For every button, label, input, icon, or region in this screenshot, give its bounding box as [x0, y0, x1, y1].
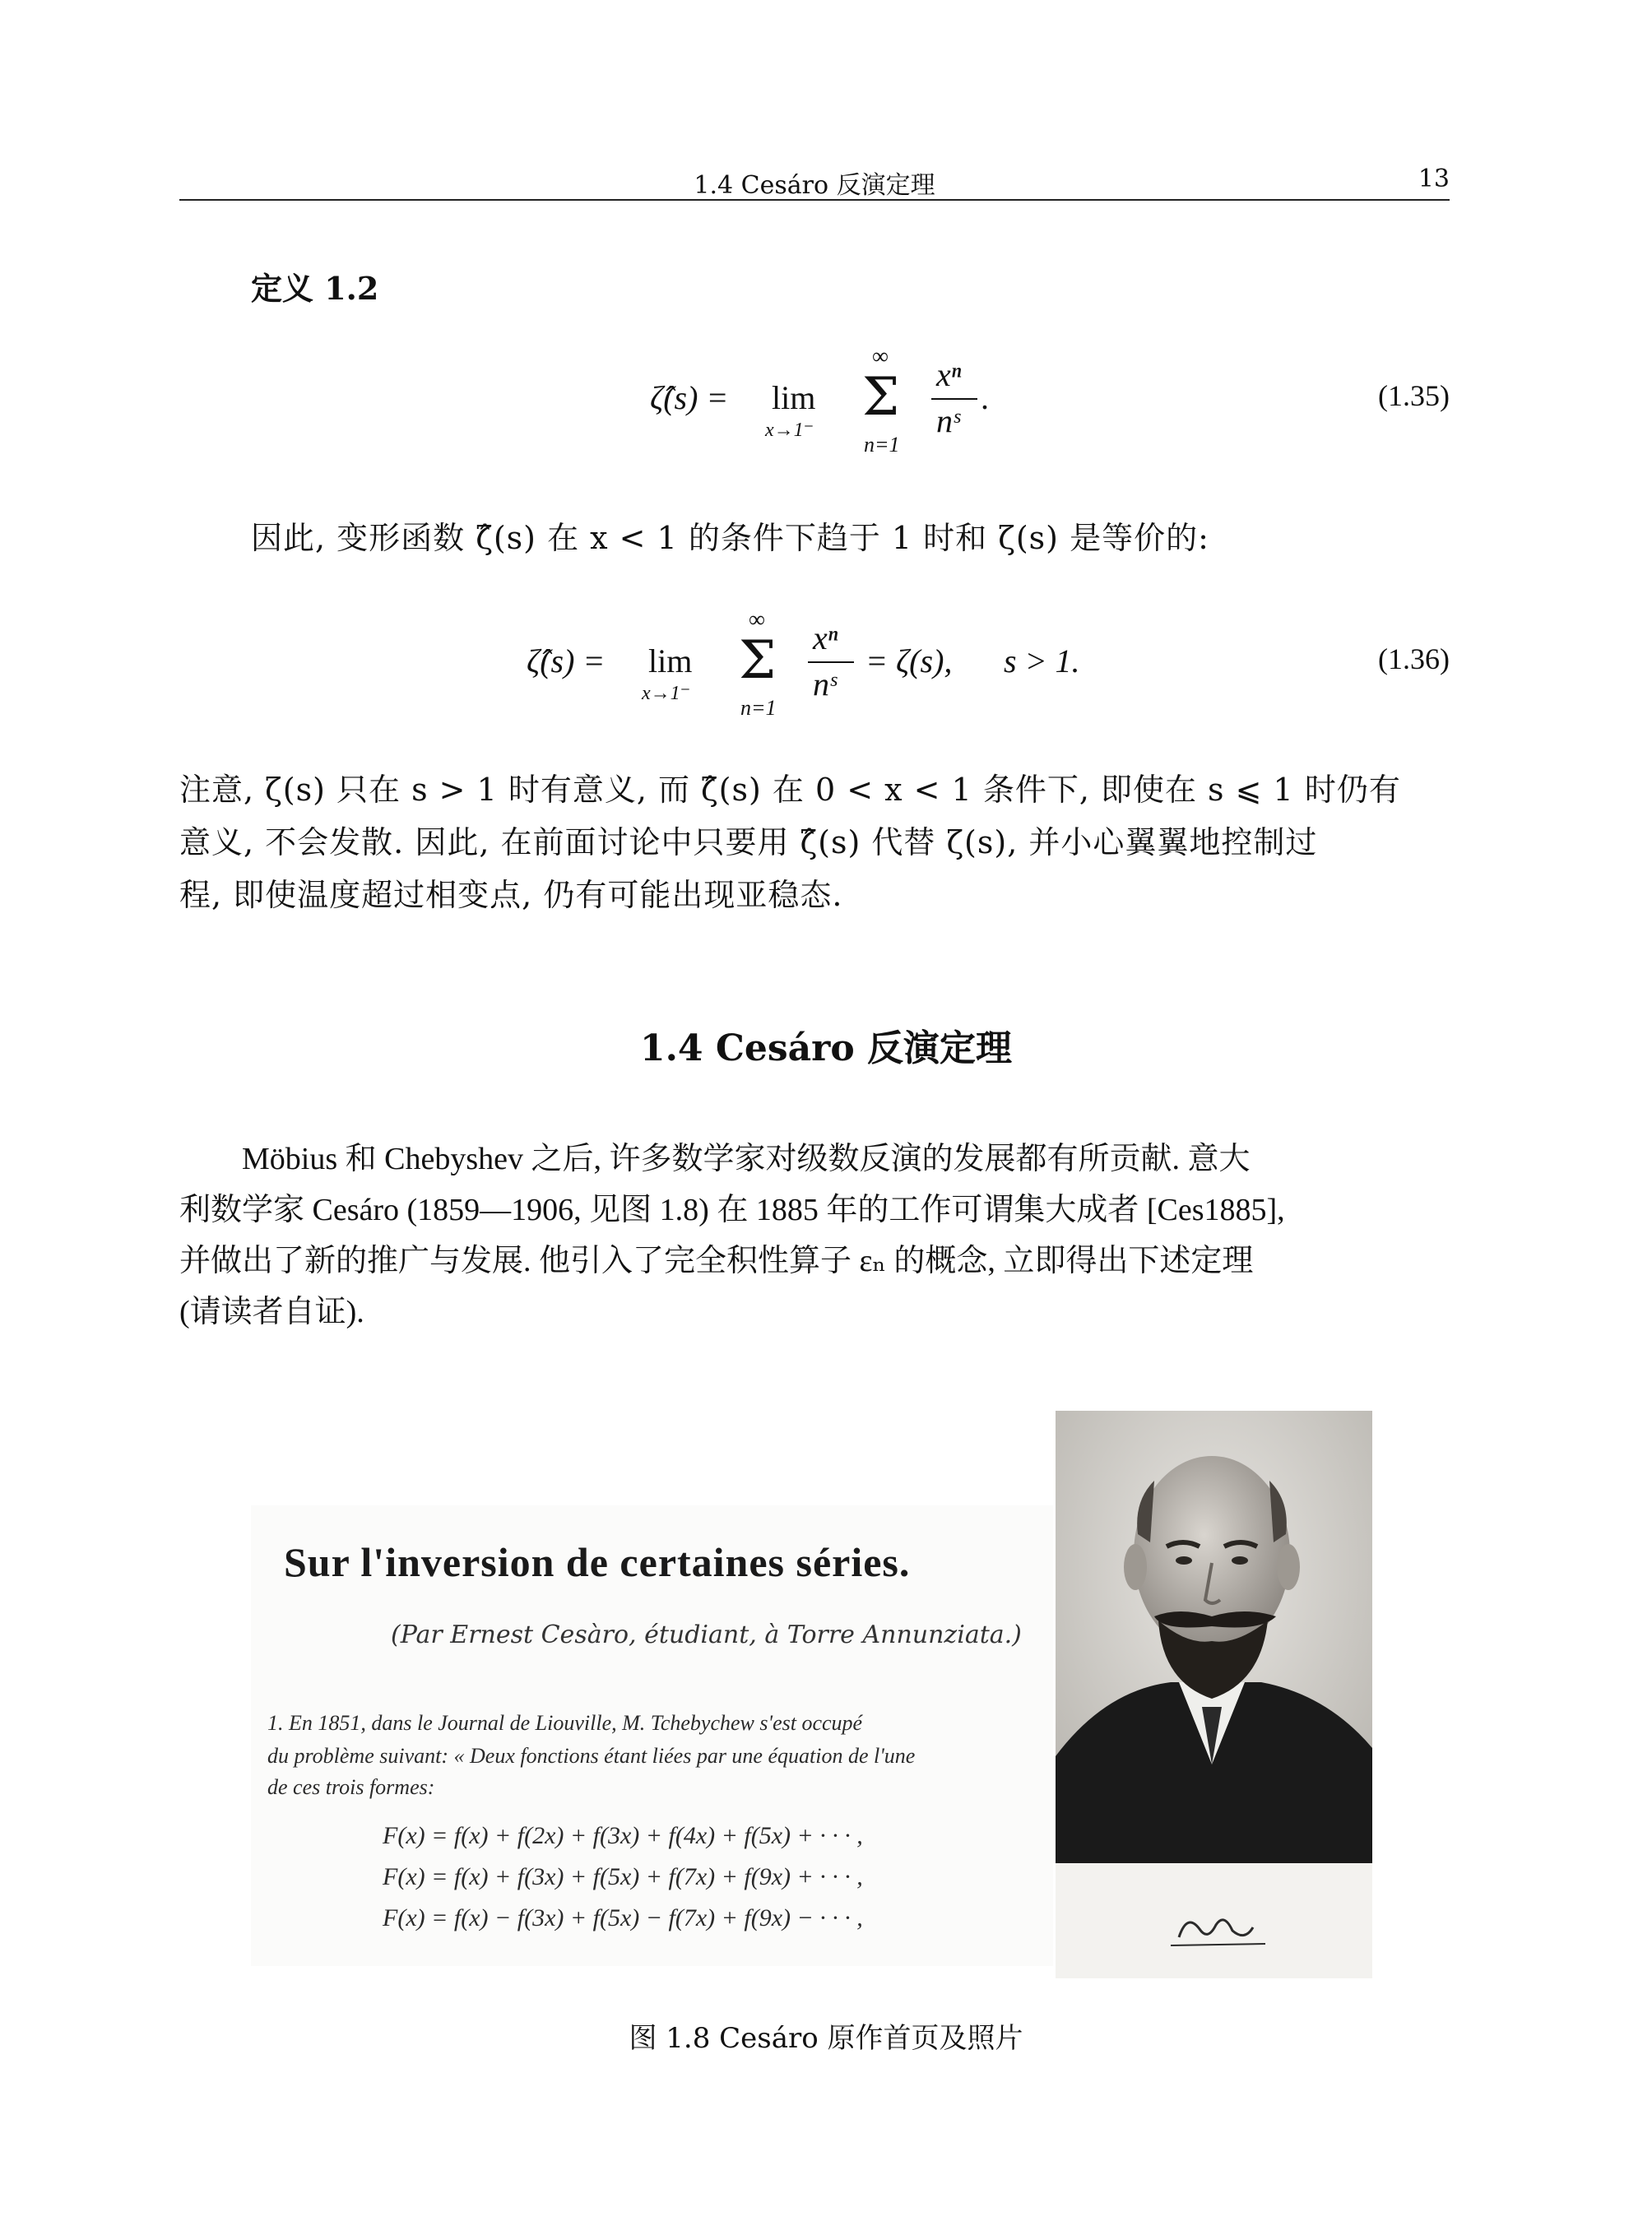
eq136-lim-sub: x→1⁻ — [642, 683, 691, 704]
paragraph-line: 并做出了新的推广与发展. 他引入了完全积性算子 εₙ 的概念, 立即得出下述定理 — [179, 1244, 1254, 1278]
figure-paper-equation: F(x) = f(x) + f(2x) + f(3x) + f(4x) + f(5x) + · · · , — [383, 1822, 863, 1849]
eq136-numerator: xⁿ — [813, 619, 838, 656]
eq136-sum-bottom: n=1 — [740, 696, 777, 720]
paragraph-line: 意义, 不会发散. 因此, 在前面讨论中只要用 ζ̂(s) 代替 ζ(s), 并小心翼翼地控制过 — [179, 824, 1318, 860]
running-header — [179, 161, 1450, 201]
figure-paper-equation: F(x) = f(x) − f(3x) + f(5x) − f(7x) + f(9x) − · · · , — [383, 1904, 863, 1931]
paragraph-note — [179, 763, 1463, 921]
definition-label: 定义 1.2 — [251, 270, 379, 307]
eq135-sum-top: ∞ — [872, 344, 889, 369]
eq136-rhs: = ζ(s), — [865, 642, 953, 679]
eq135-lhs: ζ̂(s) = — [650, 379, 729, 416]
eq136-sum-top: ∞ — [749, 607, 765, 633]
paragraph-line: 注意, ζ(s) 只在 s > 1 时有意义, 而 ζ̂(s) 在 0 < x < 1 条件下, 即使在 s ⩽ 1 时仍有 — [179, 772, 1401, 808]
fraction-bar — [808, 661, 854, 663]
paragraph-cesaro — [179, 1134, 1463, 1338]
eq135-lim-sub: x→1⁻ — [765, 420, 814, 441]
eq136-lhs: ζ̂(s) = — [527, 642, 606, 679]
eq136-denominator: nˢ — [813, 665, 837, 702]
eq135-denominator: nˢ — [936, 402, 960, 439]
figure-caption: 图 1.8 Cesáro 原作首页及照片 — [629, 2022, 1023, 2055]
eq135-sum-bottom: n=1 — [864, 433, 900, 457]
cesaro-portrait-photo — [1056, 1411, 1372, 1978]
section-heading: 1.4 Cesáro 反演定理 — [639, 1027, 1012, 1069]
paragraph-line: Möbius 和 Chebyshev 之后, 许多数学家对级数反演的发展都有所贡献. 意大 — [242, 1142, 1251, 1176]
equation-1-35 — [650, 344, 995, 467]
figure-paper-excerpt — [251, 1505, 1053, 1966]
figure-paper-line: de ces trois formes: — [267, 1775, 435, 1799]
eq135-numerator: xⁿ — [936, 356, 962, 393]
equation-1-36 — [527, 607, 1119, 730]
eq136-lim: lim — [648, 642, 693, 679]
eq135-tail: . — [981, 379, 989, 416]
fraction-bar — [931, 398, 977, 400]
figure-paper-title: Sur l'inversion de certaines séries. — [284, 1539, 911, 1585]
figure-paper-byline: (Par Ernest Cesàro, étudiant, à Torre Annunziata.) — [391, 1621, 1022, 1649]
eq136-condition: s > 1. — [1004, 642, 1080, 679]
figure-paper-line: 1. En 1851, dans le Journal de Liouville, M. Tchebychew s'est occupé — [267, 1711, 863, 1735]
sum-icon: Σ — [862, 367, 900, 428]
running-header-title: 1.4 Cesáro 反演定理 — [694, 171, 935, 200]
page-number: 13 — [1418, 165, 1450, 193]
portrait-illustration — [1056, 1411, 1372, 1978]
figure-paper-line: du problème suivant: « Deux fonctions étant liées par une équation de l'une — [267, 1744, 916, 1768]
paragraph-equivalence: 因此, 变形函数 ζ̂(s) 在 x < 1 的条件下趋于 1 时和 ζ(s) 是等价的: — [251, 520, 1209, 556]
paragraph-line: (请读者自证). — [179, 1295, 364, 1329]
paragraph-line: 利数学家 Cesáro (1859—1906, 见图 1.8) 在 1885 年的工作可谓集大成者 [Ces1885], — [179, 1193, 1285, 1227]
eq135-lim: lim — [772, 379, 816, 416]
equation-number-1-36: (1.36) — [1378, 642, 1450, 675]
paragraph-line: 程, 即使温度超过相变点, 仍有可能出现亚稳态. — [179, 877, 843, 913]
equation-number-1-35: (1.35) — [1378, 379, 1450, 412]
sum-icon: Σ — [739, 630, 777, 691]
figure-paper-equation: F(x) = f(x) + f(3x) + f(5x) + f(7x) + f(9x) + · · · , — [383, 1863, 863, 1890]
